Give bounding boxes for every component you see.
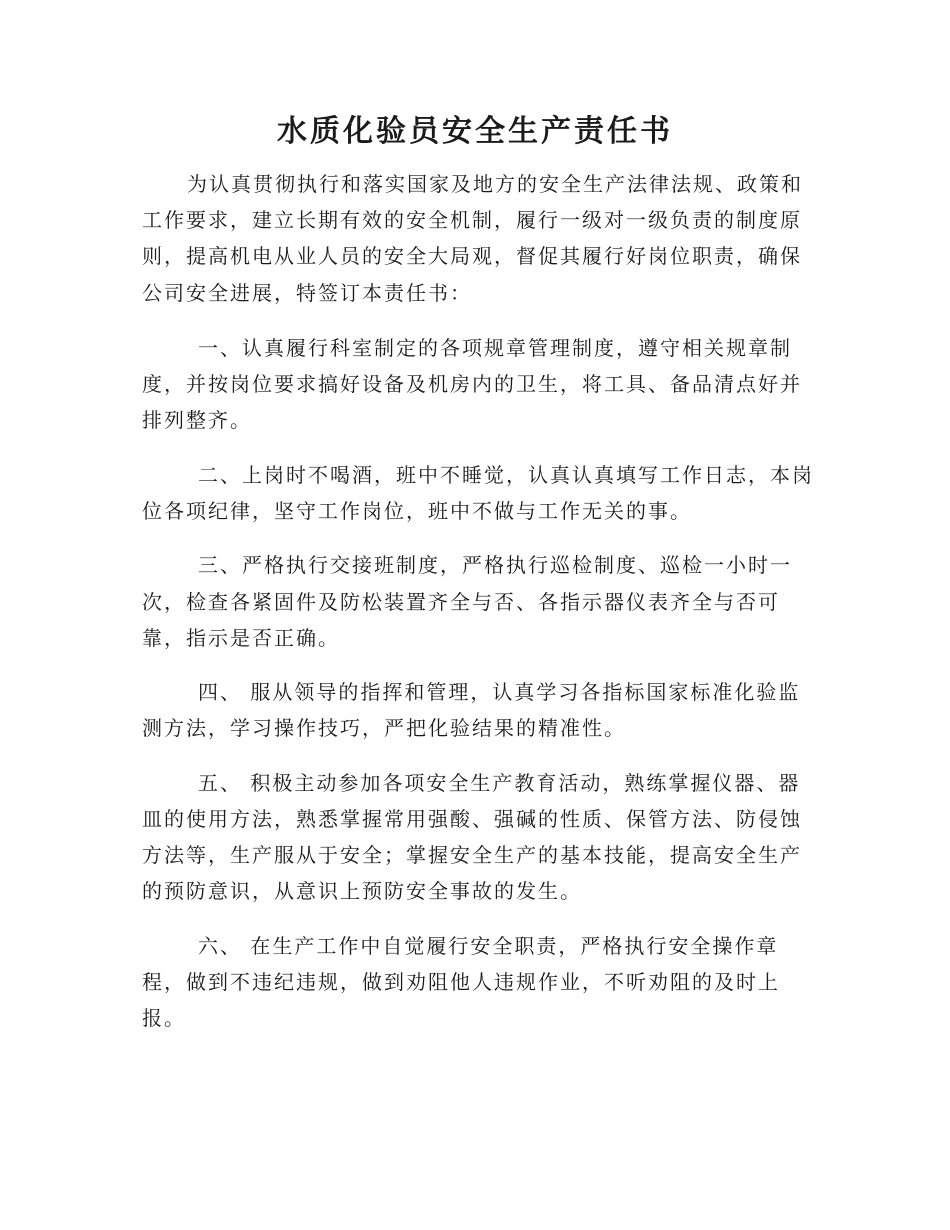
text-line: 五、 积极主动参加各项安全生产教育活动，熟练掌握仪器、器 (198, 771, 801, 795)
text-line: 皿的使用方法，熟悉掌握常用强酸、强碱的性质、保管方法、防侵蚀 (142, 807, 802, 831)
text-line: 则，提高机电从业人员的安全大局观，督促其履行好岗位职责，确保 (142, 244, 802, 268)
text-line: 工作要求，建立长期有效的安全机制，履行一级对一级负责的制度原 (142, 208, 802, 232)
text-line: 公司安全进展，特签订本责任书： (142, 281, 472, 305)
text-line: 六、 在生产工作中自觉履行安全职责，严格执行安全操作章 (198, 934, 779, 958)
text-line: 测方法，学习操作技巧，严把化验结果的精准性。 (142, 716, 626, 740)
text-line: 三、严格执行交接班制度，严格执行巡检制度、巡检一小时一 (198, 553, 792, 577)
text-line: 位各项纪律，坚守工作岗位，班中不做与工作无关的事。 (142, 499, 692, 523)
text-line: 靠，指示是否正确。 (142, 626, 340, 650)
text-line: 二、上岗时不喝酒，班中不睡觉，认真认真填写工作日志，本岗 (198, 463, 814, 487)
text-line: 一、认真履行科室制定的各项规章管理制度，遵守相关规章制 (198, 336, 792, 360)
text-line: 方法等，生产服从于安全；掌握安全生产的基本技能，提高安全生产 (142, 843, 802, 867)
text-line: 次，检查各紧固件及防松装置齐全与否、各指示器仪表齐全与否可 (142, 590, 780, 614)
document-title: 水质化验员安全生产责任书 (277, 114, 673, 149)
text-line: 的预防意识，从意识上预防安全事故的发生。 (142, 879, 582, 903)
text-line: 四、 服从领导的指挥和管理，认真学习各指标国家标准化验监 (198, 680, 801, 704)
text-line: 为认真贯彻执行和落实国家及地方的安全生产法律法规、政策和 (187, 172, 803, 196)
text-line: 排列整齐。 (142, 408, 252, 432)
text-line: 度，并按岗位要求搞好设备及机房内的卫生，将工具、备品清点好并 (142, 372, 802, 396)
text-line: 程，做到不违纪违规，做到劝阻他人违规作业，不听劝阻的及时上 (142, 970, 780, 994)
text-line: 报。 (142, 1006, 186, 1030)
